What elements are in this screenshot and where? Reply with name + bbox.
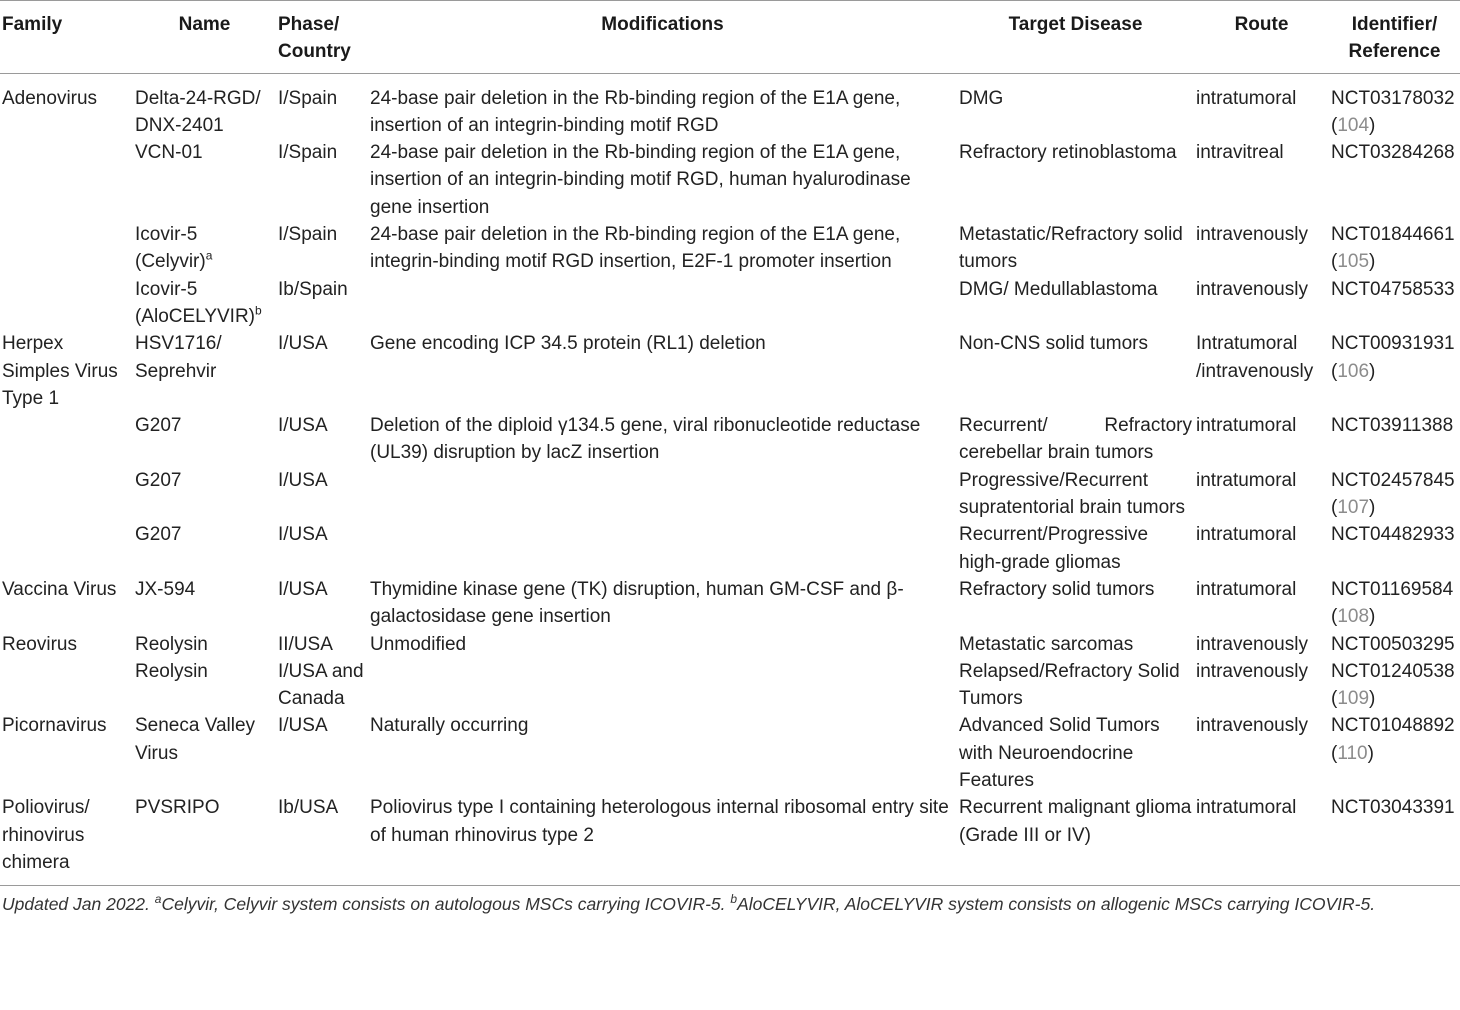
identifier-cell: NCT01169584 (108) [1331,578,1454,628]
name-cell [133,521,276,576]
route-cell-text: intratumoral [1196,415,1297,437]
family-cell [0,467,133,522]
name-cell [133,658,276,713]
family-cell [0,712,133,794]
table-row [0,794,1460,885]
identifier-cell [1329,276,1460,331]
route-cell [1194,576,1329,631]
footnote-mark-b: b [730,892,738,907]
table-row [0,631,1460,658]
target-disease-cell-text: Recurrent/Progressive high-grade gliomas [959,524,1149,573]
family-cell [0,631,133,658]
modifications-cell [368,794,957,885]
name-cell-text: JX-594 [135,578,196,600]
family-cell [0,139,133,221]
name-cell [133,73,276,139]
reference-link[interactable]: 109 [1337,688,1370,710]
name-cell [133,576,276,631]
route-cell-text: intratumoral [1196,469,1297,491]
table-row [0,276,1460,331]
header-row [0,1,1460,74]
family-cell-text: Picornavirus [2,715,107,737]
phase-cell-text: I/USA [278,524,328,546]
name-cell [133,221,276,276]
modifications-cell [368,73,957,139]
table-row [0,412,1460,467]
route-cell-text: intravenously [1196,224,1308,246]
name-cell-text: PVSRIPO [135,797,220,819]
reference-link[interactable]: 107 [1337,497,1370,519]
target-disease-cell [957,576,1194,631]
target-disease-cell-text: Metastatic/Refractory solid tumors [959,224,1183,273]
route-cell-text: intravenously [1196,660,1308,682]
target-disease-cell-text: Relapsed/Refractory Solid Tumors [959,660,1180,710]
table-row [0,73,1460,139]
target-disease-cell [957,794,1194,885]
header-modifications: Modifications [601,14,724,35]
phase-cell [276,658,368,713]
modifications-cell-text: Naturally occurring [370,715,529,737]
identifier-cell-text: NCT00503295 [1331,633,1455,655]
reference-link[interactable]: 105 [1337,251,1370,273]
route-cell [1194,412,1329,467]
family-cell-text: Poliovirus/ rhinovirus chimera [2,797,90,873]
route-cell [1194,139,1329,221]
name-footnote-mark: b [255,303,262,318]
route-cell [1194,712,1329,794]
header-target-disease: Target Disease [1008,14,1143,35]
phase-cell-text: I/USA [278,415,328,437]
modifications-cell [368,631,957,658]
identifier-cell-text: NCT04758533 [1331,278,1455,300]
family-cell [0,276,133,331]
modifications-cell [368,658,957,713]
route-cell-text: intratumoral [1196,578,1297,600]
name-cell [133,276,276,331]
target-disease-cell-text: Progressive/Recurrent supratentorial brain tumors [959,469,1185,519]
identifier-cell-text: NCT01844661 [1331,224,1455,246]
name-cell [133,631,276,658]
modifications-cell-text: Deletion of the diploid γ134.5 gene, viral ribonucleotide reductase (UL39) disruption by lacZ insertion [370,415,921,464]
target-disease-cell [957,658,1194,713]
modifications-cell-text: 24-base pair deletion in the Rb-binding region of the E1A gene, insertion of an integrin-binding motif RGD, human hyalurodinase gene insertion [370,142,911,218]
phase-cell [276,276,368,331]
phase-cell-text: I/USA [278,333,328,355]
identifier-cell: NCT01240538 (109) [1331,660,1455,710]
route-cell-text: intravitreal [1196,142,1284,164]
family-cell [0,576,133,631]
identifier-cell [1329,631,1460,658]
modifications-cell [368,576,957,631]
modifications-cell-text: Gene encoding ICP 34.5 protein (RL1) deletion [370,333,766,355]
reference-link[interactable]: 110 [1337,742,1368,764]
name-footnote-mark: a [205,249,213,264]
name-cell-text: Seneca Valley Virus [135,715,256,764]
identifier-cell: NCT01048892 (110) [1331,715,1455,764]
identifier-cell: NCT03178032 (104) [1331,87,1455,136]
identifier-cell-text: NCT04482933 [1331,524,1455,546]
table-row [0,330,1460,412]
name-cell [133,712,276,794]
phase-cell [276,521,368,576]
table-row [0,576,1460,631]
name-cell [133,139,276,221]
identifier-cell: NCT00931931 (106) [1331,333,1455,382]
family-cell [0,658,133,713]
target-disease-cell [957,412,1194,467]
reference-link[interactable]: 108 [1337,606,1370,628]
target-disease-cell [957,712,1194,794]
target-disease-cell [957,139,1194,221]
family-cell [0,412,133,467]
name-cell [133,330,276,412]
name-cell [133,412,276,467]
identifier-cell: NCT02457845 (107) [1331,469,1455,519]
identifier-cell-text: NCT01169584 [1331,578,1454,600]
name-cell-text: Icovir-5 (AloCELYVIR) [135,278,256,327]
phase-cell-text: Ib/USA [278,797,339,819]
phase-cell [276,139,368,221]
route-cell [1194,467,1329,522]
phase-cell [276,330,368,412]
phase-cell-text: II/USA [278,633,333,655]
target-disease-cell-text: Recurrent/ Refractory cerebellar brain tumors [959,415,1192,464]
header-phase-country: Phase/ Country [278,14,351,63]
phase-cell-text: I/Spain [278,142,338,164]
target-disease-cell [957,73,1194,139]
identifier-cell-text: NCT03178032 [1331,87,1455,109]
family-cell [0,221,133,276]
phase-cell [276,412,368,467]
header-route: Route [1234,14,1289,35]
phase-cell [276,73,368,139]
modifications-cell [368,221,957,276]
identifier-cell [1329,139,1460,221]
table-row [0,139,1460,221]
target-disease-cell-text: Non-CNS solid tumors [959,333,1148,355]
modifications-cell-text: 24-base pair deletion in the Rb-binding region of the E1A gene, insertion of an integrin-binding motif RGD [370,87,901,136]
name-cell [133,467,276,522]
phase-cell-text: I/USA [278,578,328,600]
identifier-cell-text: NCT01240538 [1331,660,1455,682]
route-cell-text: intravenously [1196,715,1308,737]
identifier-cell-text: NCT02457845 [1331,469,1455,491]
route-cell [1194,73,1329,139]
route-cell [1194,794,1329,885]
identifier-cell [1329,412,1460,467]
phase-cell-text: I/USA [278,715,328,737]
target-disease-cell-text: DMG/ Medullablastoma [959,278,1158,300]
modifications-cell [368,139,957,221]
target-disease-cell [957,221,1194,276]
table-body [0,73,1460,886]
family-cell [0,73,133,139]
target-disease-cell [957,276,1194,331]
phase-cell [276,712,368,794]
route-cell [1194,631,1329,658]
reference-link[interactable]: 104 [1337,114,1370,136]
modifications-cell [368,521,957,576]
name-cell-text: G207 [135,469,182,491]
identifier-cell-text: NCT03284268 [1331,142,1455,164]
identifier-cell-text: NCT00931931 [1331,333,1455,355]
target-disease-cell-text: DMG [959,87,1004,109]
modifications-cell-text: Thymidine kinase gene (TK) disruption, human GM-CSF and β-galactosidase gene insertion [370,578,904,628]
identifier-cell: NCT01844661 (105) [1331,224,1455,273]
name-cell-text: Reolysin [135,660,208,682]
family-cell-text: Reovirus [2,633,77,655]
route-cell-text: intratumoral [1196,87,1297,109]
phase-cell [276,576,368,631]
name-cell-text: Delta-24-RGD/ DNX-2401 [135,87,261,136]
footnote-lead: Updated Jan 2022. [2,894,155,915]
header-name: Name [178,14,231,35]
family-cell [0,794,133,885]
route-cell-text: intravenously [1196,633,1308,655]
target-disease-cell [957,631,1194,658]
route-cell [1194,276,1329,331]
target-disease-cell [957,467,1194,522]
phase-cell-text: I/USA [278,469,328,491]
modifications-cell-text: 24-base pair deletion in the Rb-binding region of the E1A gene, integrin-binding motif RGD insertion, E2F-1 promoter insertion [370,224,901,273]
identifier-cell [1329,521,1460,576]
table-row [0,712,1460,794]
modifications-cell [368,712,957,794]
family-cell-text: Herpex Simples Virus Type 1 [2,333,118,409]
phase-cell-text: I/Spain [278,224,338,246]
footnote-mark-a: a [154,892,162,907]
route-cell-text: intravenously [1196,278,1308,300]
route-cell [1194,221,1329,276]
name-cell-text: G207 [135,524,182,546]
phase-cell-text: I/Spain [278,87,338,109]
target-disease-cell-text: Refractory retinoblastoma [959,142,1177,164]
route-cell-text: intratumoral [1196,797,1297,819]
route-cell [1194,658,1329,713]
reference-link[interactable]: 106 [1337,360,1370,382]
identifier-cell-text: NCT03043391 [1331,797,1455,819]
modifications-cell-text: Poliovirus type I containing heterologous internal ribosomal entry site of human rhinovirus type 2 [370,797,949,846]
modifications-cell [368,412,957,467]
target-disease-cell-text: Metastatic sarcomas [959,633,1134,655]
target-disease-cell [957,330,1194,412]
route-cell-text: Intratumoral /intravenously [1196,333,1314,382]
phase-cell-text: Ib/Spain [278,278,348,300]
family-cell-text: Adenovirus [2,87,98,109]
target-disease-cell-text: Refractory solid tumors [959,578,1155,600]
phase-cell [276,794,368,885]
name-cell-text: VCN-01 [135,142,203,164]
name-cell-text: HSV1716/ Seprehvir [135,333,222,382]
identifier-cell-text: NCT01048892 [1331,715,1455,737]
modifications-cell [368,330,957,412]
table-row [0,221,1460,276]
family-cell [0,330,133,412]
route-cell [1194,330,1329,412]
name-cell-text: Icovir-5 (Celyvir) [135,224,206,273]
target-disease-cell [957,521,1194,576]
family-cell [0,521,133,576]
phase-cell [276,631,368,658]
name-cell-text: Reolysin [135,633,208,655]
phase-cell [276,467,368,522]
name-cell [133,794,276,885]
family-cell-text: Vaccina Virus [2,578,117,600]
table-row [0,467,1460,522]
header-family: Family [2,14,63,35]
table-footnote [0,886,1460,915]
identifier-cell [1329,794,1460,885]
footnote-text-b: AloCELYVIR, AloCELYVIR system consists on allogenic MSCs carrying ICOVIR-5. [737,894,1376,915]
name-cell-text: G207 [135,415,182,437]
identifier-cell-text: NCT03911388 [1331,415,1454,437]
footnote-text-a: Celyvir, Celyvir system consists on autologous MSCs carrying ICOVIR-5. [161,894,731,915]
phase-cell-text: I/USA and Canada [278,660,364,710]
modifications-cell [368,276,957,331]
table-row [0,521,1460,576]
table-row [0,658,1460,713]
phase-cell [276,221,368,276]
target-disease-cell-text: Advanced Solid Tumors with Neuroendocrine Features [959,715,1160,792]
header-identifier-reference: Identifier/ Reference [1348,14,1441,63]
target-disease-cell-text: Recurrent malignant glioma (Grade III or IV) [959,797,1192,846]
route-cell-text: intratumoral [1196,524,1297,546]
modifications-cell-text: Unmodified [370,633,467,655]
modifications-cell [368,467,957,522]
route-cell [1194,521,1329,576]
